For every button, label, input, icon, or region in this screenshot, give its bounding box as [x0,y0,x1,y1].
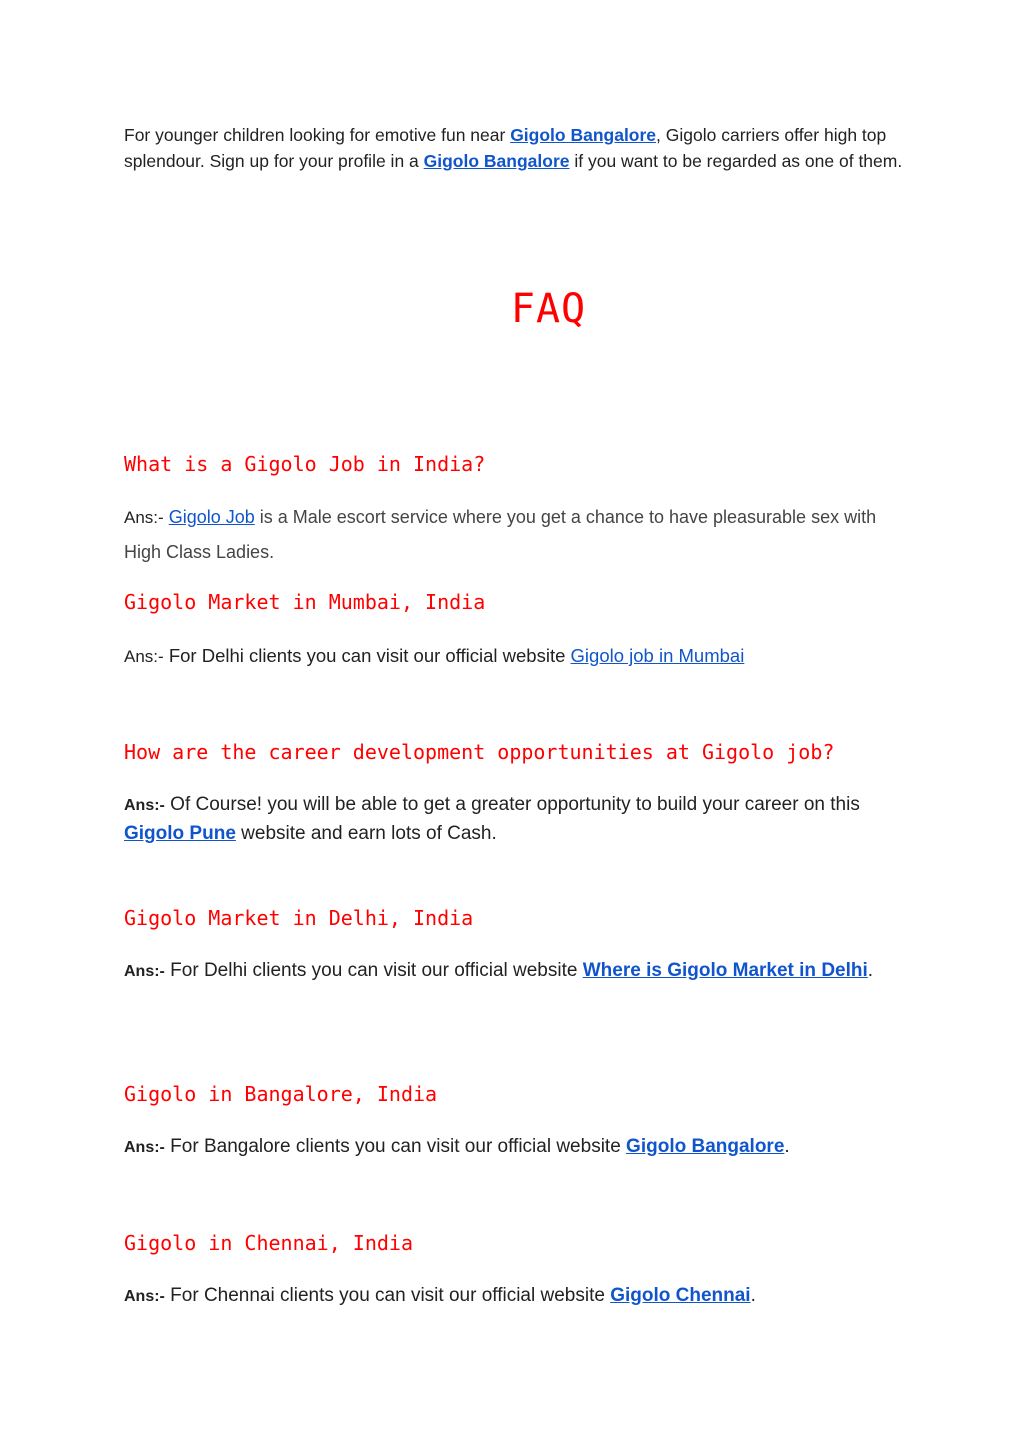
answer-pre-text: For Delhi clients you can visit our official website [163,645,571,666]
answer-post-text: . [784,1136,790,1157]
faq-question-4: Gigolo Market in Delhi, India [124,906,474,930]
gigolo-chennai-link[interactable]: Gigolo Chennai [610,1285,751,1306]
ans-label: Ans:- [124,963,165,980]
answer-pre-text: For Chennai clients you can visit our official website [164,1285,611,1306]
ans-label: Ans:- [124,508,164,527]
faq-answer-6 [124,1282,914,1311]
gigolo-bangalore-link[interactable]: Gigolo Bangalore [626,1136,785,1157]
faq-answer-5 [124,1133,914,1162]
answer-pre-text: Of Course! you will be able to get a greater opportunity to build your career on this [164,794,860,815]
faq-heading: FAQ [510,286,587,332]
ans-label: Ans:- [124,1139,165,1156]
answer-post-text: . [867,960,874,981]
gigolo-job-in-mumbai-link[interactable]: Gigolo job in Mumbai [570,645,745,666]
faq-answer-2 [124,642,914,671]
intro-paragraph [124,122,904,174]
intro-text-3: if you want to be regarded as one of them. [569,151,903,171]
gigolo-job-link[interactable]: Gigolo Job [168,507,255,527]
answer-pre-text: For Delhi clients you can visit our official website [164,960,583,981]
ans-label: Ans:- [124,1288,165,1305]
intro-text-1: For younger children looking for emotive fun near [124,125,511,145]
faq-answer-3 [124,791,914,848]
where-is-gigolo-market-in-delhi-link[interactable]: Where is Gigolo Market in Delhi [582,960,868,981]
faq-question-2: Gigolo Market in Mumbai, India [124,590,486,614]
faq-question-6: Gigolo in Chennai, India [124,1231,413,1255]
gigolo-pune-link[interactable]: Gigolo Pune [124,823,236,844]
answer-post-text: . [750,1285,756,1306]
faq-question-5: Gigolo in Bangalore, India [124,1082,438,1106]
faq-question-1: What is a Gigolo Job in India? [124,452,486,476]
intro-text-2: , Gigolo carriers offer high top splendour. Sign up for your profile in a [124,125,887,171]
answer-post-text: is a Male escort service where you get a chance to have pleasurable sex with High Class Ladies. [124,507,877,562]
answer-post-text: website and earn lots of Cash. [235,823,497,844]
faq-question-3: How are the career development opportunities at Gigolo job? [124,740,835,764]
answer-pre-text: For Bangalore clients you can visit our official website [164,1136,627,1157]
ans-label: Ans:- [124,797,165,814]
faq-answer-1 [124,500,914,569]
gigolo-bangalore-link-2[interactable]: Gigolo Bangalore [423,151,570,171]
gigolo-bangalore-link-1[interactable]: Gigolo Bangalore [510,125,657,145]
faq-answer-4 [124,945,914,998]
ans-label: Ans:- [124,647,164,666]
